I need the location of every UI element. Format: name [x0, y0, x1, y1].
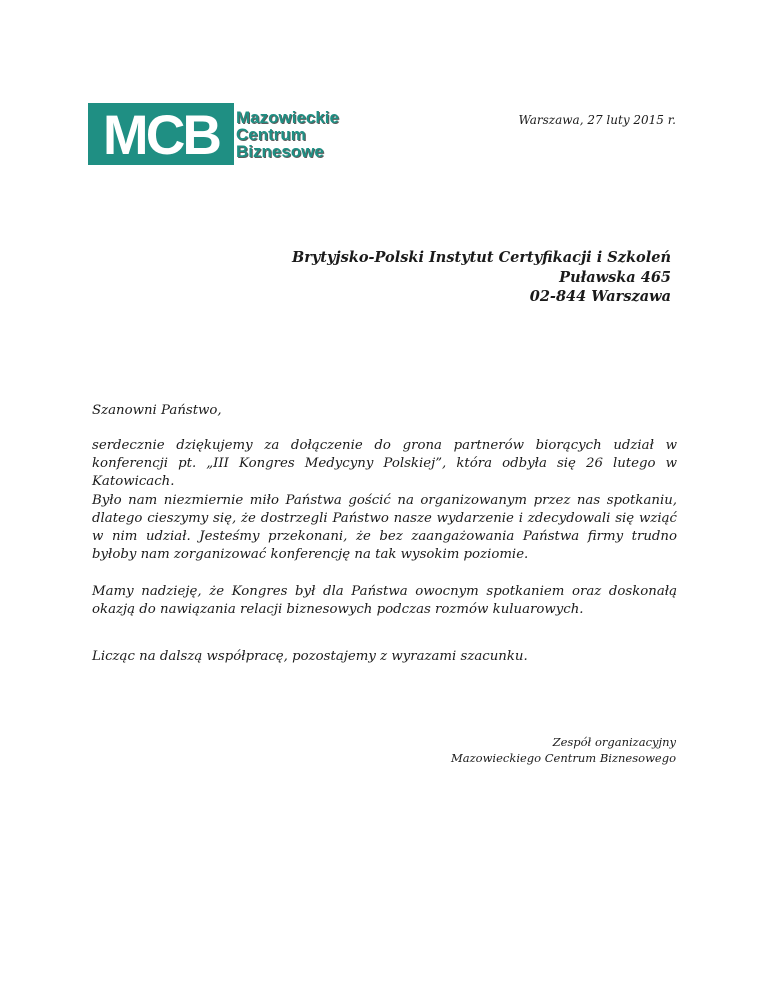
letter-paragraph-2: Było nam niezmiernie miło Państwa gościć na organizowanym przez nas spotkaniu, dlatego cieszymy się, że dostrzegli Państwo nasze wydarzenie i zdecydowali się wziąć w nim udział. Jesteśmy przekonani, że bez zaangażowania Państwa firmy trudno byłoby nam zorganizować konferencję na tak wysokim poziomie.: [92, 493, 677, 562]
signature-block: [451, 735, 676, 766]
recipient-street: Puławska 465: [559, 268, 671, 286]
letter-paragraph-3: Mamy nadzieję, że Kongres był dla Państwa owocnym spotkaniem oraz doskonałą okazją do nawiązania relacji biznesowych podczas rozmów kuluarowych.: [92, 584, 677, 617]
letter-closing: Licząc na dalszą współpracę, pozostajemy z wyrazami szacunku.: [92, 649, 528, 664]
logo-box: [88, 103, 234, 165]
logo-words: [236, 109, 356, 160]
signature-line-1: Zespół organizacyjny: [552, 735, 676, 749]
letter-greeting: Szanowni Państwo,: [92, 403, 222, 418]
logo-letters: MCB: [102, 102, 220, 166]
logo-word-3: Biznesowe: [236, 142, 324, 161]
recipient-city: 02-844 Warszawa: [529, 288, 671, 305]
letter-date: Warszawa, 27 luty 2015 r.: [518, 113, 676, 127]
logo-word-2: Centrum: [236, 125, 306, 144]
recipient-name: Brytyjsko-Polski Instytut Certyfikacji i Szkoleń: [291, 249, 671, 266]
mcb-logo: [88, 103, 350, 165]
signature-line-2: Mazowieckiego Centrum Biznesowego: [450, 750, 676, 765]
letter-paragraph-1: serdecznie dziękujemy za dołączenie do grona partnerów biorących udział w konferencji pt. „III Kongres Medycyny Polskiej”, która odbyła się 26 lutego w Katowicach.: [92, 438, 677, 489]
logo-word-1: Mazowieckie: [236, 108, 339, 127]
recipient-address: [292, 248, 671, 307]
